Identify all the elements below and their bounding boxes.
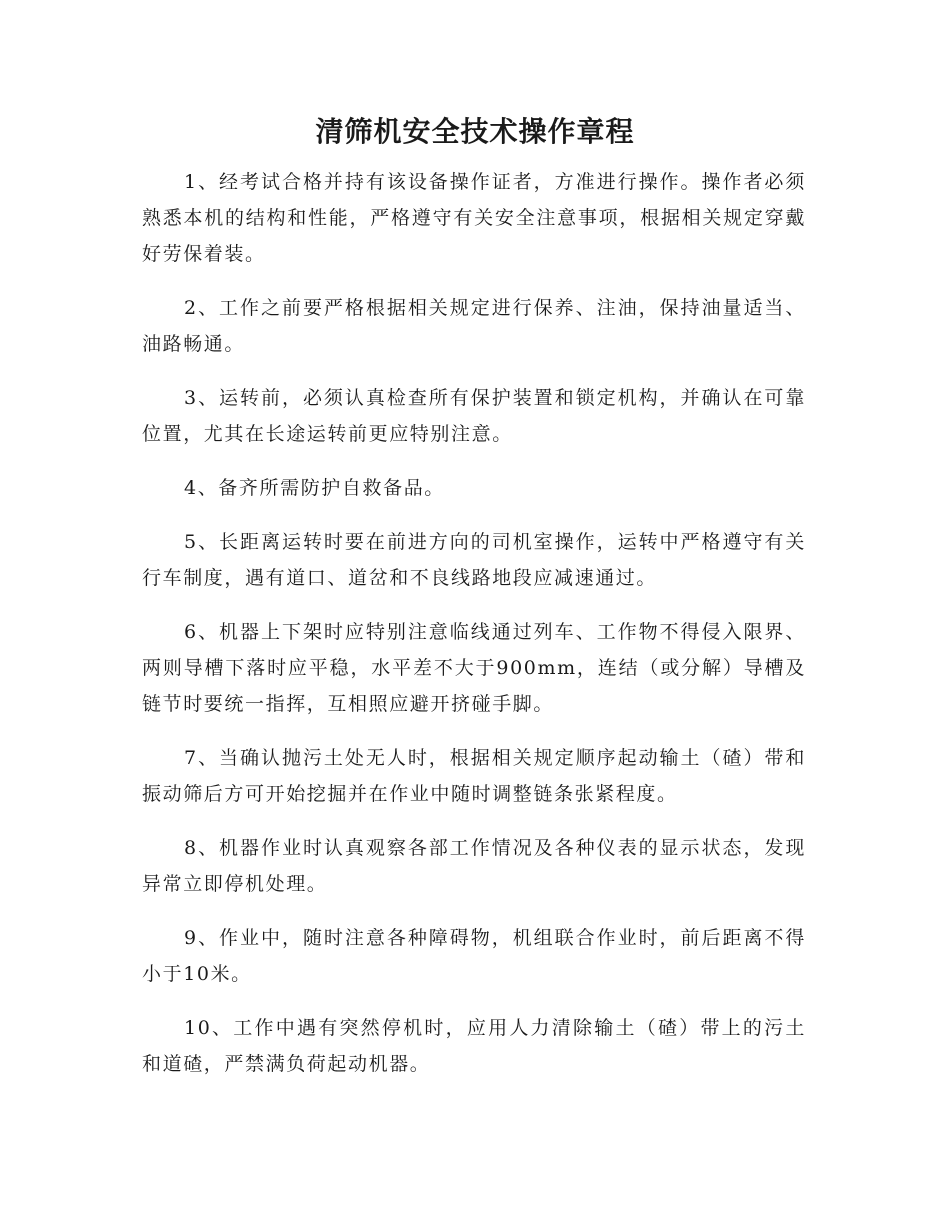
paragraph-6: 6、机器上下架时应特别注意临线通过列车、工作物不得侵入限界、两则导槽下落时应平稳，水平差不大于900mm，连结（或分解）导槽及链节时要统一指挥，互相照应避开挤碰手脚。 [142,621,806,715]
paragraph-4: 4、备齐所需防护自救备品。 [184,477,445,499]
paragraph-9: 9、作业中，随时注意各种障碍物，机组联合作业时，前后距离不得小于10米。 [142,927,806,985]
paragraph-3: 3、运转前，必须认真检查所有保护装置和锁定机构，并确认在可靠位置，尤其在长途运转前更应特别注意。 [142,387,806,445]
document-body [142,164,806,1100]
paragraph-5: 5、长距离运转时要在前进方向的司机室操作，运转中严格遵守有关行车制度，遇有道口、道岔和不良线路地段应减速通过。 [142,531,806,589]
paragraph-1: 1、经考试合格并持有该设备操作证者，方准进行操作。操作者必须熟悉本机的结构和性能，严格遵守有关安全注意事项，根据相关规定穿戴好劳保着装。 [142,171,806,265]
paragraph-10: 10、工作中遇有突然停机时，应用人力清除输土（碴）带上的污土和道碴，严禁满负荷起动机器。 [142,1017,806,1075]
paragraph-2: 2、工作之前要严格根据相关规定进行保养、注油，保持油量适当、油路畅通。 [142,297,806,355]
paragraph-7: 7、当确认抛污土处无人时，根据相关规定顺序起动输土（碴）带和振动筛后方可开始挖掘并在作业中随时调整链条张紧程度。 [142,747,806,805]
document-title: 清筛机安全技术操作章程 [315,115,635,148]
paragraph-8: 8、机器作业时认真观察各部工作情况及各种仪表的显示状态，发现异常立即停机处理。 [142,837,806,895]
